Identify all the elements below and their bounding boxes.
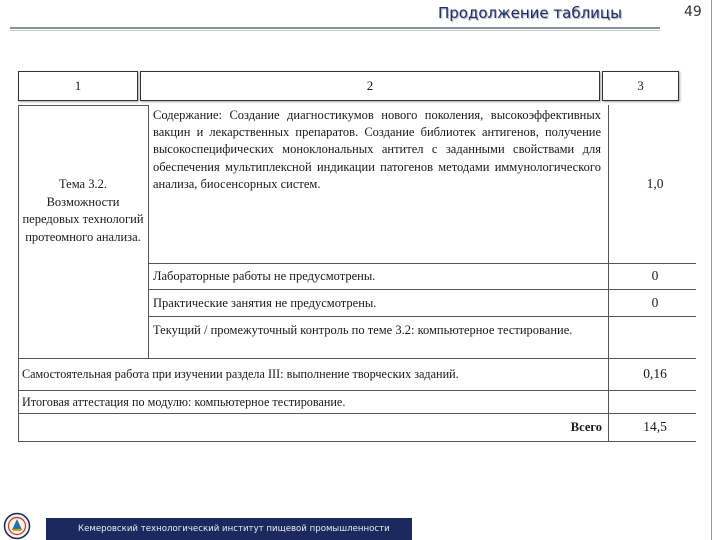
lab-hours: 0 <box>651 268 659 283</box>
practice-cell: Практические занятия не предусмотрены. <box>153 296 377 310</box>
footer-institute-name: Кемеровский технологический институт пищевой промышленности <box>78 524 390 534</box>
right-edge-rule <box>711 0 712 540</box>
title-divider <box>10 27 660 29</box>
total-label: Всего <box>570 420 602 434</box>
content-hours: 1,0 <box>646 176 664 191</box>
topic-cell: Тема 3.2. Возможности передовых технологий протеомного анализа. <box>22 177 144 244</box>
independent-cell: Самостоятельная работа при изучении раздела III: выполнение творческих заданий. <box>22 367 459 381</box>
content-cell: Содержание: Создание диагностикумов нового поколения, высокоэффективных вакцин и лекарственных препаратов. Создание библиотек антигенов, получение высокоспецифических моноклональных антител с заданными свойствами для обеспечения мультиплексной индикации патогенов методами иммунологического анализа, биосенсорных систем. <box>153 108 601 191</box>
practice-hours: 0 <box>651 295 659 310</box>
independent-hours: 0,16 <box>643 366 667 381</box>
column-header-3: 3 <box>602 71 679 101</box>
title-divider-shadow <box>10 30 660 31</box>
final-attestation-cell: Итоговая аттестация по модулю: компьютерное тестирование. <box>22 395 346 409</box>
lab-cell: Лабораторные работы не предусмотрены. <box>153 269 376 283</box>
institute-logo-icon <box>3 512 31 540</box>
column-header-1: 1 <box>18 71 138 101</box>
column-header-2: 2 <box>140 71 600 101</box>
page-title: Продолжение таблицы <box>438 4 622 22</box>
control-cell: Текущий / промежуточный контроль по теме 3.2: компьютерное тестирование. <box>153 323 573 337</box>
total-hours: 14,5 <box>643 419 667 434</box>
page-number: 49 <box>684 4 702 20</box>
